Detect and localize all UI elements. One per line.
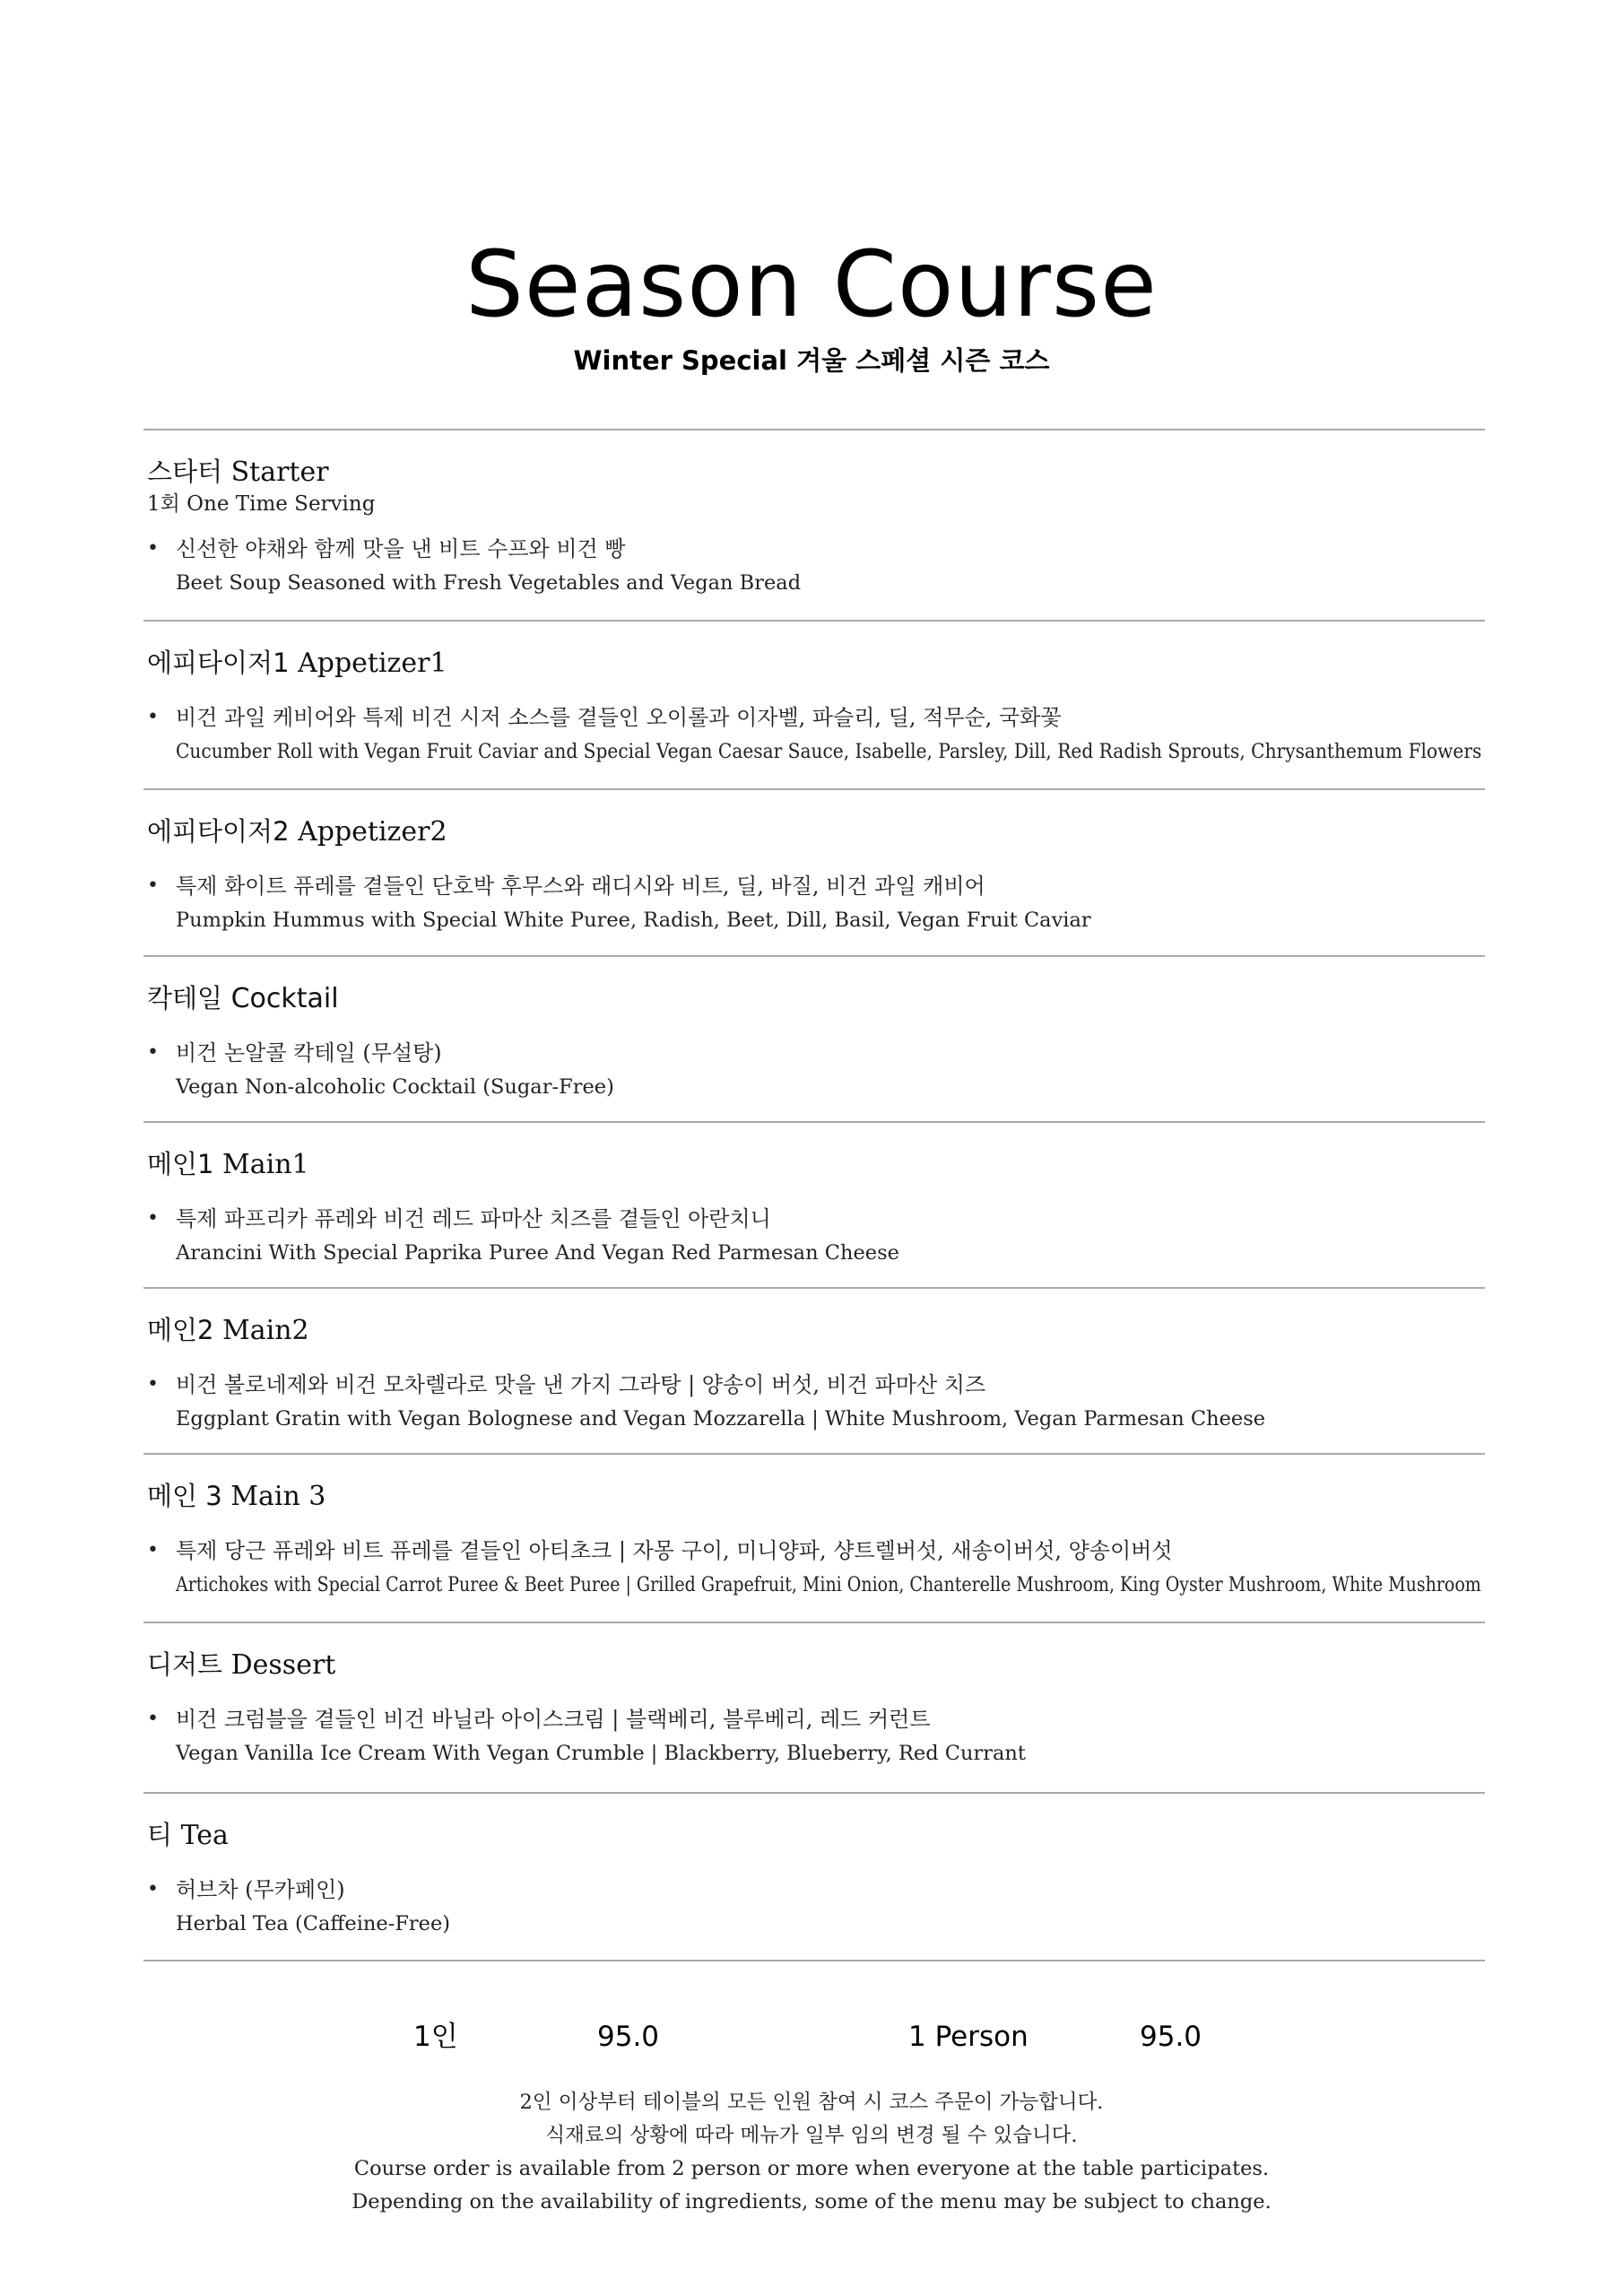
- course-section: [143, 430, 1485, 622]
- menu-item-en: Beet Soup Seasoned with Fresh Vegetables and Vegan Bread: [176, 571, 802, 595]
- price-value-en: 95.0: [1140, 2021, 1202, 2053]
- section-heading-en: Appetizer1: [298, 648, 447, 679]
- section-heading: [147, 645, 447, 682]
- section-heading: [147, 1146, 309, 1183]
- menu-title: Season Course: [465, 231, 1158, 338]
- course-section: [143, 790, 1485, 957]
- section-heading-en: Cocktail: [230, 983, 339, 1014]
- section-heading-en: Main 3: [230, 1481, 326, 1512]
- menu-item-ko: 비건 볼로네제와 비건 모차렐라로 맛을 낸 가지 그라탕 | 양송이 버섯, 비건 파마산 치즈: [176, 1372, 986, 1397]
- menu-item-en: Herbal Tea (Caffeine-Free): [176, 1912, 451, 1935]
- section-heading: [147, 1817, 229, 1854]
- price-label-en: 1 Person: [908, 2021, 1028, 2053]
- section-heading-en: Main2: [222, 1315, 309, 1346]
- section-heading-ko: 메인 3: [147, 1481, 222, 1511]
- menu-item-en: Vegan Vanilla Ice Cream With Vegan Crumble | Blackberry, Blueberry, Red Currant: [176, 1742, 1026, 1765]
- menu-item-ko: 신선한 야채와 함께 맛을 낸 비트 수프와 비건 빵: [176, 536, 626, 561]
- course-section: [143, 1794, 1485, 1961]
- section-heading-en: Main1: [222, 1149, 309, 1180]
- bullet-icon: •: [147, 874, 159, 897]
- section-heading-en: Starter: [230, 457, 329, 488]
- menu-item-en: Cucumber Roll with Vegan Fruit Caviar and Special Vegan Caesar Sauce, Isabelle, Parsley, Dill, Red Radish Sprouts, Chrysanthemum Flowers: [176, 740, 1482, 763]
- menu-item-ko: 비건 논알콜 칵테일 (무설탕): [176, 1040, 442, 1065]
- price-label-ko: 1인: [413, 2021, 458, 2053]
- section-heading-ko: 칵테일: [147, 983, 223, 1013]
- menu-item-en: Arancini With Special Paprika Puree And Vegan Red Parmesan Cheese: [176, 1241, 899, 1265]
- menu-item-ko: 특제 당근 퓨레와 비트 퓨레를 곁들인 아티초크 | 자몽 구이, 미니양파, 샹트렐버섯, 새송이버섯, 양송이버섯: [176, 1538, 1173, 1563]
- bullet-icon: •: [147, 706, 159, 728]
- course-section: [143, 1123, 1485, 1289]
- price-row: [0, 2014, 1623, 2059]
- menu-subtitle: Winter Special 겨울 스페셜 시즌 코스: [573, 345, 1050, 376]
- menu-item-en: Vegan Non-alcoholic Cocktail (Sugar-Free): [176, 1075, 614, 1099]
- section-heading-ko: 에피타이저2: [147, 816, 290, 847]
- menu-item-en: Artichokes with Special Carrot Puree & Beet Puree | Grilled Grapefruit, Mini Onion, Chanterelle Mushroom, King Oyster Mushroom, White Mushroom: [176, 1573, 1481, 1596]
- section-heading: [147, 1312, 309, 1349]
- section-heading: [147, 1478, 325, 1515]
- menu-item-ko: 특제 화이트 퓨레를 곁들인 단호박 후무스와 래디시와 비트, 딜, 바질, 비건 과일 캐비어: [176, 874, 985, 899]
- section-heading-ko: 티: [147, 1820, 173, 1850]
- bullet-icon: •: [147, 1878, 159, 1900]
- order-note-line: 식재료의 상황에 따라 메뉴가 일부 임의 변경 될 수 있습니다.: [545, 2124, 1078, 2147]
- section-heading-ko: 메인2: [147, 1315, 214, 1345]
- section-heading: [147, 454, 329, 491]
- bullet-icon: •: [147, 1373, 159, 1396]
- bullet-icon: •: [147, 1041, 159, 1064]
- price-value-ko: 95.0: [597, 2021, 660, 2053]
- bullet-icon: •: [147, 1539, 159, 1561]
- order-note-line: 2인 이상부터 테이블의 모든 인원 참여 시 코스 주문이 가능합니다.: [519, 2091, 1104, 2114]
- section-heading-ko: 스타터: [147, 457, 223, 487]
- menu-item-en: Pumpkin Hummus with Special White Puree, Radish, Beet, Dill, Basil, Vegan Fruit Caviar: [176, 909, 1091, 932]
- section-heading: [147, 980, 339, 1017]
- menu-item-ko: 특제 파프리카 퓨레와 비건 레드 파마산 치즈를 곁들인 아란치니: [176, 1206, 771, 1231]
- section-heading-ko: 디저트: [147, 1649, 223, 1680]
- course-section: [143, 1455, 1485, 1623]
- order-note-line: Course order is available from 2 person or more when everyone at the table participates.: [353, 2157, 1270, 2180]
- section-heading-en: Appetizer2: [298, 816, 447, 848]
- section-note: 1회 One Time Serving: [147, 492, 376, 516]
- order-note-line: Depending on the availability of ingredients, some of the menu may be subject to change.: [352, 2190, 1271, 2213]
- menu-item-en: Eggplant Gratin with Vegan Bolognese and Vegan Mozzarella | White Mushroom, Vegan Parmesan Cheese: [176, 1407, 1266, 1431]
- section-heading-ko: 에피타이저1: [147, 648, 290, 678]
- menu-item-ko: 비건 크럼블을 곁들인 비건 바닐라 아이스크림 | 블랙베리, 블루베리, 레드 커런트: [176, 1707, 931, 1732]
- course-section: [143, 1289, 1485, 1455]
- course-list: [143, 429, 1485, 1961]
- order-notes: [0, 2086, 1623, 2219]
- course-section: [143, 1623, 1485, 1794]
- section-heading: [147, 1647, 335, 1683]
- bullet-icon: •: [147, 1207, 159, 1230]
- section-heading: [147, 813, 447, 850]
- course-section: [143, 957, 1485, 1123]
- bullet-icon: •: [147, 537, 159, 560]
- course-section: [143, 622, 1485, 790]
- section-heading-en: Dessert: [230, 1649, 336, 1681]
- menu-item-ko: 허브차 (무카페인): [176, 1877, 345, 1902]
- section-heading-en: Tea: [180, 1820, 229, 1851]
- menu-item-ko: 비건 과일 케비어와 특제 비건 시저 소스를 곁들인 오이롤과 이자벨, 파슬리, 딜, 적무순, 국화꽃: [176, 705, 1062, 730]
- bullet-icon: •: [147, 1708, 159, 1730]
- section-heading-ko: 메인1: [147, 1149, 214, 1179]
